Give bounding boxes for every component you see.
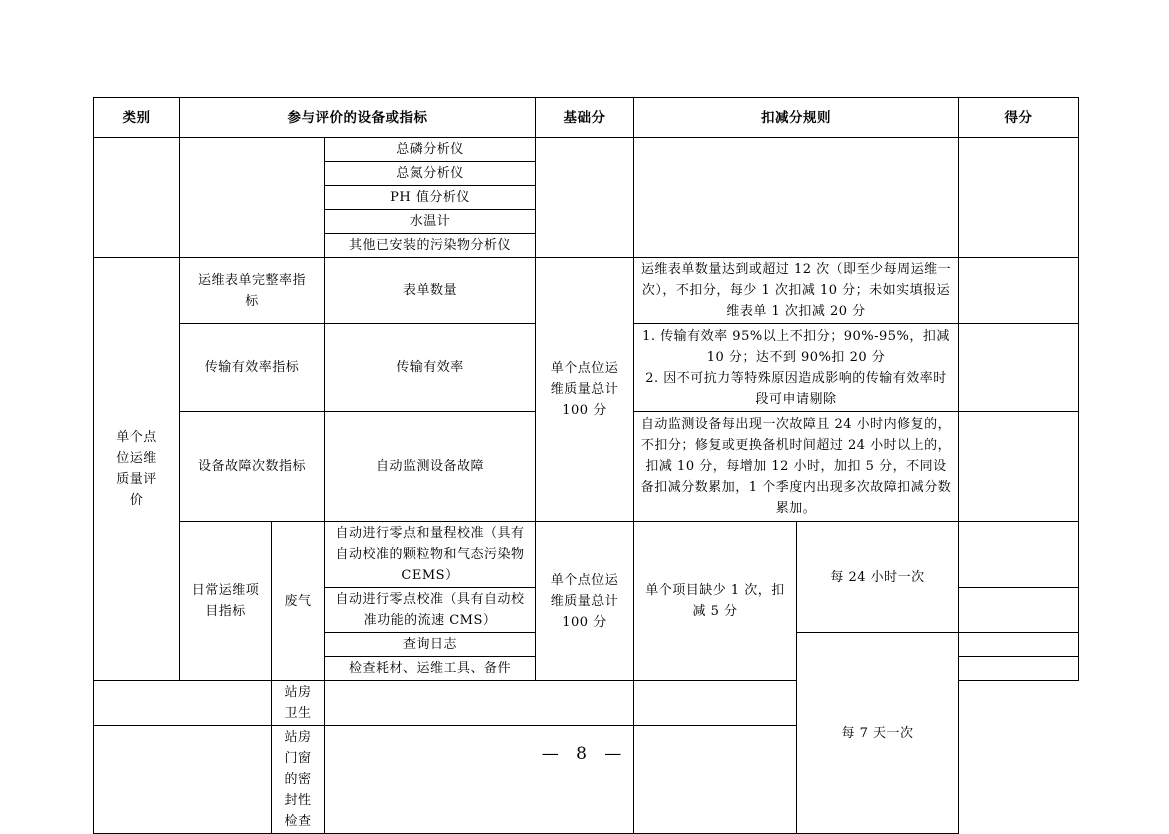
daily-item: 站房卫生 xyxy=(272,681,325,726)
rule-transmission-line2: 2. 因不可抗力等特殊原因造成影响的传输有效率时段可申请剔除 xyxy=(645,370,947,407)
indicator-form-completeness: 运维表单完整率指标 xyxy=(180,258,325,324)
score-cell xyxy=(959,138,1079,258)
page-number: — 8 — xyxy=(541,744,628,764)
header-base-score: 基础分 xyxy=(536,98,634,138)
score-cell xyxy=(959,412,1079,522)
table-row xyxy=(94,522,1079,588)
base-score-single-point: 单个点位运维质量总计 100 分 xyxy=(536,258,634,522)
evaluation-table xyxy=(93,97,1079,834)
empty-category-cell xyxy=(94,138,180,258)
base-rule-continued xyxy=(325,726,634,834)
freq-weekly: 每 7 天一次 xyxy=(797,633,959,834)
header-score: 得分 xyxy=(959,98,1079,138)
item-device-fault: 自动监测设备故障 xyxy=(325,412,536,522)
instrument-cell: PH 值分析仪 xyxy=(325,186,536,210)
indicator-transmission: 传输有效率指标 xyxy=(180,324,325,412)
score-cell xyxy=(959,258,1079,324)
header-category: 类别 xyxy=(94,98,180,138)
score-cell xyxy=(959,657,1079,681)
score-cell xyxy=(634,681,797,726)
instrument-cell: 其他已安装的污染物分析仪 xyxy=(325,234,536,258)
rule-transmission xyxy=(634,324,959,412)
table-row xyxy=(94,138,1079,162)
instrument-cell: 总磷分析仪 xyxy=(325,138,536,162)
daily-item: 查询日志 xyxy=(325,633,536,657)
indicator-device-fault: 设备故障次数指标 xyxy=(180,412,325,522)
base-score-daily-ops: 单个点位运维质量总计 100 分 xyxy=(536,522,634,681)
indicator-daily-ops-continued xyxy=(94,726,272,834)
header-row xyxy=(94,98,1079,138)
score-cell xyxy=(959,522,1079,588)
indicator-daily-ops: 日常运维项目指标 xyxy=(180,522,272,681)
daily-item: 检查耗材、运维工具、备件 xyxy=(325,657,536,681)
freq-daily: 每 24 小时一次 xyxy=(797,522,959,633)
empty-indicator-cell xyxy=(180,138,325,258)
score-cell xyxy=(959,324,1079,412)
rule-device-fault: 自动监测设备每出现一次故障且 24 小时内修复的，不扣分；修复或更换备机时间超过 24 小时以上的，扣减 10 分，每增加 12 小时，加扣 5 分，不同设备扣减分数累加，1 个季度内出现多次故障扣减分数累加。 xyxy=(634,412,959,522)
daily-item: 自动进行零点校准（具有自动校准功能的流速 CMS） xyxy=(325,588,536,633)
indicator-daily-ops-continued xyxy=(94,681,272,726)
table-row xyxy=(94,258,1079,324)
category-single-point: 单个点位运维质量评价 xyxy=(94,258,180,681)
rule-form-completeness: 运维表单数量达到或超过 12 次（即至少每周运维一次），不扣分，每少 1 次扣减 10 分；未如实填报运维表单 1 次扣减 20 分 xyxy=(634,258,959,324)
empty-rule-cell xyxy=(634,138,959,258)
score-cell xyxy=(959,633,1079,657)
score-cell xyxy=(634,726,797,834)
rule-daily-ops: 单个项目缺少 1 次，扣减 5 分 xyxy=(634,522,797,681)
daily-item: 站房门窗的密封性检查 xyxy=(272,726,325,834)
score-cell xyxy=(959,588,1079,633)
header-equipment: 参与评价的设备或指标 xyxy=(180,98,536,138)
header-deduction-rules: 扣减分规则 xyxy=(634,98,959,138)
rule-transmission-line1: 1. 传输有效率 95%以上不扣分；90%-95%，扣减 10 分；达不到 90%扣 20 分 xyxy=(642,328,950,365)
item-form-count: 表单数量 xyxy=(325,258,536,324)
instrument-cell: 水温计 xyxy=(325,210,536,234)
empty-base-cell xyxy=(536,138,634,258)
daily-item: 自动进行零点和量程校准（具有自动校准的颗粒物和气态污染物 CEMS） xyxy=(325,522,536,588)
item-transmission-rate: 传输有效率 xyxy=(325,324,536,412)
instrument-cell: 总氮分析仪 xyxy=(325,162,536,186)
medium-waste-gas: 废气 xyxy=(272,522,325,681)
base-rule-continued xyxy=(325,681,634,726)
